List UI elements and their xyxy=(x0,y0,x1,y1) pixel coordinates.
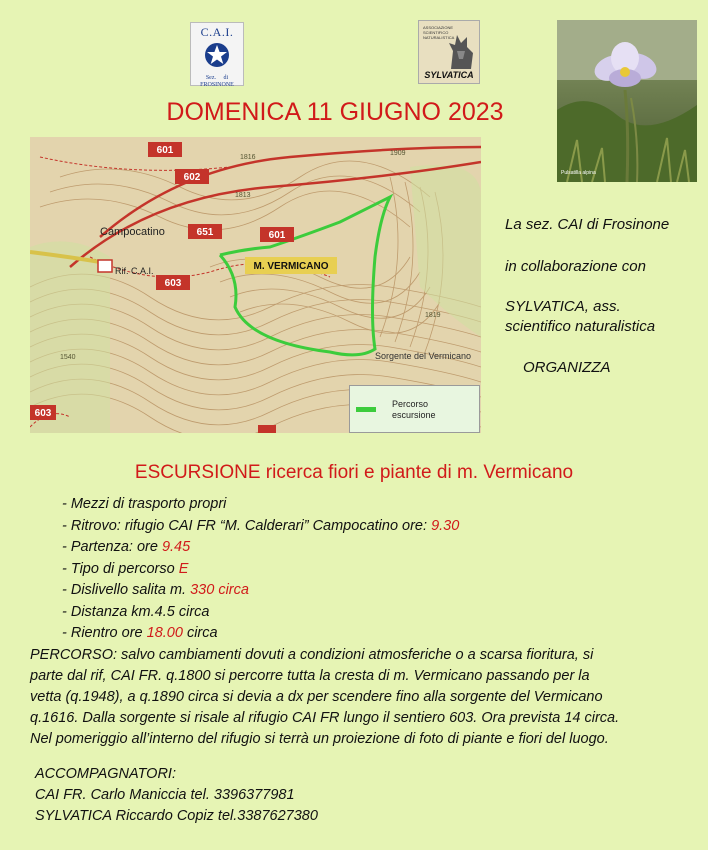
map-label-mountain: M. VERMICANO xyxy=(253,261,329,272)
organizer-line-3: SYLVATICA, ass. xyxy=(505,298,621,315)
detail-transport: - Mezzi di trasporto propri xyxy=(62,496,227,512)
map-label-602: 602 xyxy=(183,172,201,183)
map-label-campocatino: Campocatino xyxy=(100,226,165,238)
route-swatch-icon xyxy=(356,407,376,412)
map-elev-1819: 1819 xyxy=(425,312,441,319)
organizer-line-1: La sez. CAI di Frosinone xyxy=(505,216,670,233)
map-label-sorgente: Sorgente del Vermicano xyxy=(375,351,472,361)
cai-logo-sub: Sez. di FROSINONE xyxy=(200,75,234,88)
detail-elevation: - Dislivello salita m. 330 circa xyxy=(62,582,249,598)
event-date-title: DOMENICA 11 GIUGNO 2023 xyxy=(166,98,504,126)
legend-text: Percorso escursione xyxy=(392,399,436,420)
detail-distance: - Distanza km.4.5 circa xyxy=(62,603,210,620)
detail-departure: - Partenza: ore 9.45 xyxy=(62,539,191,555)
cai-logo xyxy=(190,22,244,86)
detail-difficulty: - Tipo di percorso E xyxy=(62,560,189,577)
excursion-title: ESCURSIONE ricerca fiori e piante di m. Vermicano xyxy=(134,462,574,483)
map-elev-1813: 1813 xyxy=(235,192,251,199)
wolf-icon xyxy=(445,29,477,69)
organizer-line-2: in collaborazione con xyxy=(505,258,646,275)
sylvatica-name: SYLVATICA xyxy=(424,70,474,80)
guides-title: ACCOMPAGNATORI: xyxy=(35,766,176,782)
detail-return: - Rientro ore 18.00 circa xyxy=(62,625,218,641)
photo-caption: Pulsatilla alpina xyxy=(561,170,596,176)
rifugio-marker-icon xyxy=(98,260,112,272)
detail-meeting: - Ritrovo: rifugio CAI FR “M. Calderari” Campocatino ore: 9.30 xyxy=(62,517,460,534)
map-elev-1909: 1909 xyxy=(390,150,406,157)
map-label-651: 651 xyxy=(196,227,214,238)
sylvatica-logo xyxy=(418,20,480,84)
route-description: PERCORSO: salvo cambiamenti dovuti a condizioni atmosferiche o a scarsa fioritura, si parte dal rif, CAI FR. q.1800 si percorre tutta la cresta di m. Vermicano passando per la vetta (q.1948), a q.1890 circa si devia a dx per scendere fino alla sorgente del Vermicano q.1616. Dalla sorgente si risale al rifugio CAI FR lungo il sentiero 603. Ora prevista 14 circa. Nel pomeriggio all’interno del rifugio si terrà un proiezione di foto di piante e fiori del luogo. xyxy=(30,647,620,747)
map-label-601-top: 601 xyxy=(156,145,174,156)
guide-sylvatica: SYLVATICA Riccardo Copiz tel.3387627380 xyxy=(35,808,318,824)
excursion-details xyxy=(62,494,459,645)
sylvatica-small-text: ASSOCIAZIONE SCIENTIFICO NATURALISTICA xyxy=(423,25,455,40)
map-label-601: 601 xyxy=(268,230,286,241)
guide-cai: CAI FR. Carlo Maniccia tel. 3396377981 xyxy=(35,787,295,803)
organizer-line-5: ORGANIZZA xyxy=(523,359,611,376)
cai-logo-title: C.A.I. xyxy=(200,25,234,39)
map-label-603: 603 xyxy=(164,278,182,289)
cai-star-icon xyxy=(202,40,232,70)
guides-section xyxy=(35,764,318,827)
map-legend xyxy=(349,385,480,433)
map-label-rifugio: Rif. C.A.I. xyxy=(115,266,154,276)
map-elev-1816: 1816 xyxy=(240,154,256,161)
map-elev-1540: 1540 xyxy=(60,354,76,361)
organizer-line-4: scientifico naturalistica xyxy=(505,318,656,335)
map-label-603-left: 603 xyxy=(34,408,52,419)
